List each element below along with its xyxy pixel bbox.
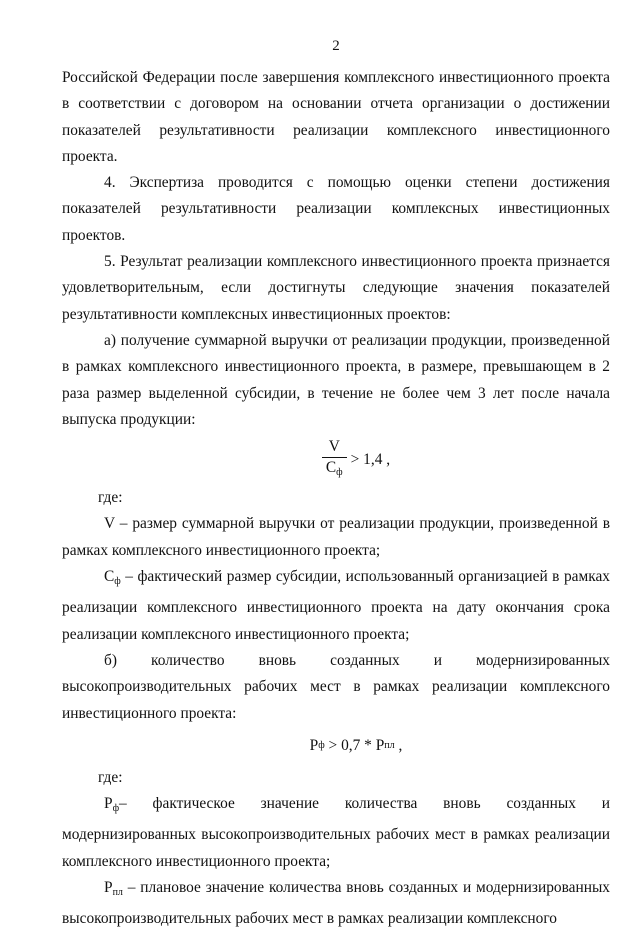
formula-end: , [394, 736, 403, 754]
paragraph-5: 5. Результат реализации комплексного инвестиционного проекта признается удовлетворительным, если достигнуты следующие значения показателей результативности комплексных инвестиционных проектов: [62, 253, 610, 323]
symbol-c-subscript: ф [114, 576, 121, 588]
item-a: а) получение суммарной выручки от реализации продукции, произведенной в рамках комплексного инвестиционного проекта, в размере, превышающем в 2 раза размер выделенной субсидии, в течение не более чем 3 лет после начала выпуска продукции: [62, 331, 610, 428]
fraction-numerator: V [328, 438, 340, 456]
definition-v: V – размер суммарной выручки от реализации продукции, произведенной в рамках комплексного инвестиционного проекта; [62, 515, 610, 559]
item-b: б) количество вновь созданных и модернизированных высокопроизводительных рабочих мест в рамках реализации комплексного инвестиционного проекта: [62, 651, 610, 722]
paragraph-continuation: Российской Федерации после завершения комплексного инвестиционного проекта в соответствии с договором на основании отчета организации о достижении показателей результативности реализации комплексного инвестиционного проекта. [62, 69, 610, 165]
formula-middle: > 0,7 * Р [324, 736, 385, 754]
page-number: 2 [332, 38, 340, 54]
paragraph-4: 4. Экспертиза проводится с помощью оценки степени достижения показателей результативности реализации комплексных инвестиционных проектов. [62, 174, 610, 244]
symbol-pf-subscript: ф [112, 803, 120, 815]
definition-pf-text: – фактическое значение количества вновь созданных и модернизированных высокопроизводительных рабочих мест в рамках реализации комплексного инвестиционного проекта; [62, 795, 610, 870]
where-label-1: где: [98, 489, 123, 507]
symbol-ppl-subscript: пл [112, 887, 123, 899]
formula-revenue-ratio [102, 439, 610, 481]
denominator-base: С [325, 459, 337, 477]
definition-pf [62, 791, 610, 875]
where-label-2: где: [98, 768, 123, 786]
formula-lhs-subscript: ф [318, 740, 325, 752]
symbol-c: С [104, 568, 115, 586]
formula-lhs: Р [309, 736, 319, 754]
definition-ppl [62, 875, 610, 933]
symbol-pf: Р [104, 795, 113, 813]
definition-cf [62, 564, 610, 648]
formula-jobs [102, 733, 610, 759]
symbol-ppl: Р [104, 879, 113, 897]
denominator-subscript: ф [336, 467, 343, 479]
definition-ppl-text: – плановое значение количества вновь созданных и модернизированных высокопроизводительных рабочих мест в рамках реализации комплексного [62, 879, 610, 928]
formula-rhs-subscript: пл [384, 740, 395, 752]
fraction-denominator [322, 457, 347, 482]
definition-cf-text: – фактический размер субсидии, использованный организацией в рамках реализации комплексного инвестиционного проекта на дату окончания срока реализации комплексного инвестиционного проекта; [62, 568, 610, 643]
fraction [322, 438, 347, 482]
formula-inequality: > 1,4 , [350, 451, 391, 469]
